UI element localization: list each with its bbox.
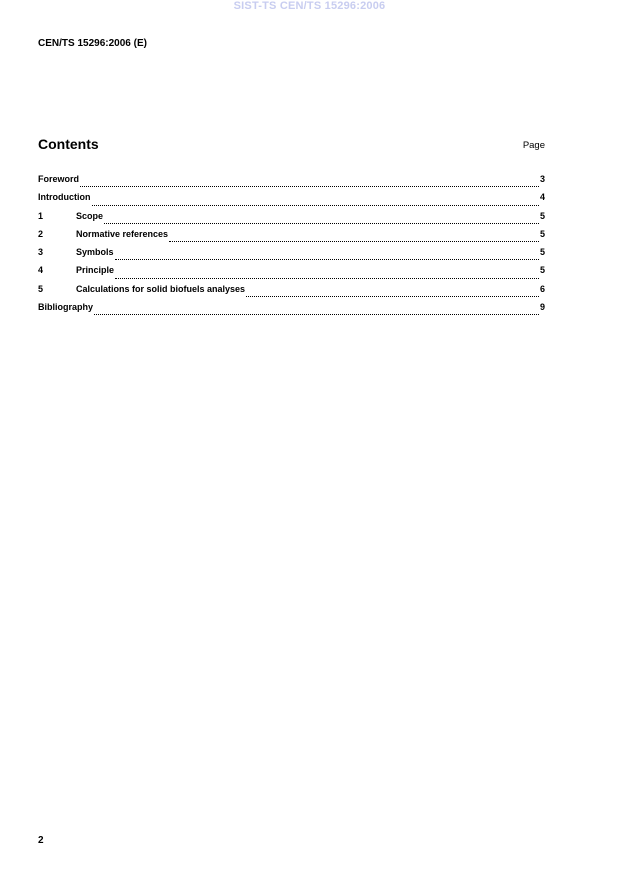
table-of-contents (38, 174, 545, 320)
toc-entry-introduction[interactable] (38, 192, 545, 210)
toc-entry-principle[interactable] (38, 265, 545, 283)
toc-entry-title: Foreword (38, 174, 80, 184)
toc-entry-number: 2 (38, 228, 44, 239)
toc-leader-dots (104, 222, 539, 224)
toc-leader-dots (94, 313, 539, 315)
toc-entry-title: Scope (76, 210, 104, 221)
toc-leader-dots (115, 258, 539, 260)
toc-leader-dots (92, 204, 539, 206)
page-column-label: Page (522, 140, 545, 151)
contents-heading: Contents (38, 136, 99, 152)
toc-entry-symbols[interactable] (38, 247, 545, 265)
toc-entry-page: 5 (539, 265, 545, 276)
page-number: 2 (38, 835, 44, 846)
toc-leader-dots (115, 277, 539, 279)
toc-entry-title: Calculations for solid biofuels analyses (76, 283, 246, 294)
toc-entry-title: Introduction (38, 192, 91, 203)
toc-entry-calculations[interactable] (38, 284, 545, 302)
toc-entry-page: 5 (539, 247, 545, 258)
toc-entry-number: 3 (38, 247, 44, 258)
toc-entry-title: Principle (76, 265, 115, 276)
toc-entry-number: 4 (38, 265, 44, 276)
toc-leader-dots (169, 240, 539, 242)
toc-entry-page: 5 (539, 228, 545, 239)
document-reference: CEN/TS 15296:2006 (E) (38, 38, 147, 49)
toc-entry-title: Normative references (76, 228, 169, 239)
toc-entry-scope[interactable] (38, 211, 545, 229)
toc-entry-foreword[interactable] (38, 174, 545, 192)
toc-entry-page: 9 (539, 302, 545, 313)
toc-entry-number: 1 (38, 210, 44, 221)
toc-entry-number: 5 (38, 283, 44, 294)
toc-entry-page: 5 (539, 210, 545, 221)
toc-entry-title: Bibliography (38, 302, 94, 313)
toc-entry-normative-references[interactable] (38, 229, 545, 247)
toc-entry-title: Symbols (76, 247, 114, 258)
toc-leader-dots (246, 295, 539, 297)
toc-leader-dots (80, 185, 539, 187)
toc-entry-page: 6 (539, 283, 545, 294)
toc-entry-page: 3 (539, 174, 545, 184)
toc-entry-page: 4 (539, 192, 545, 203)
watermark-text: SIST-TS CEN/TS 15296:2006 (233, 0, 386, 12)
toc-entry-bibliography[interactable] (38, 302, 545, 320)
